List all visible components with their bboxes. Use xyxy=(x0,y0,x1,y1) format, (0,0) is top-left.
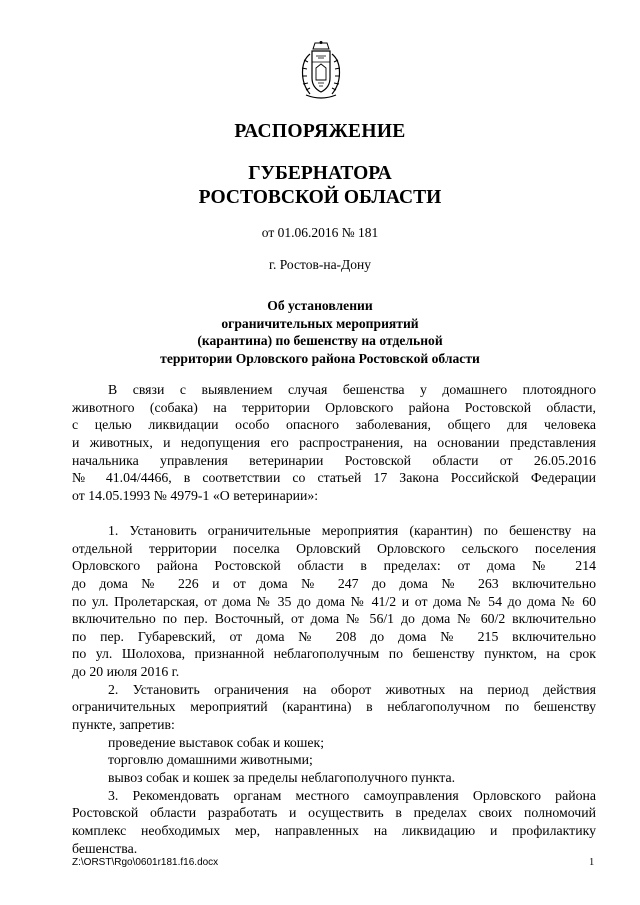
prohibition-item: вывоз собак и кошек за пределы неблагополучного пункта. xyxy=(108,769,456,785)
prohibition-item: проведение выставок собак и кошек; xyxy=(108,734,325,750)
item-1-line: до 20 июля 2016 г. xyxy=(72,664,180,680)
subject-line: ограничительных мероприятий xyxy=(221,315,419,331)
document-place: г. Ростов-на-Дону xyxy=(268,257,371,272)
text-line: В связи с выявлением случая бешенства у домашнего плотоядного xyxy=(108,382,596,397)
author-line: РОСТОВСКОЙ ОБЛАСТИ xyxy=(198,187,442,208)
item-1-line: отдельной территории поселка Орловский Орловского сельского поселения xyxy=(72,540,596,556)
document-date-number: от 01.06.2016 № 181 xyxy=(261,225,379,240)
item-2-line: пункте, запретив: xyxy=(72,717,175,733)
item-1-line: включительно по пер. Восточный, от дома № 56/1 до дома № 60/2 включительно xyxy=(72,611,596,627)
item-3-line: 3. Рекомендовать органам местного самоуправления Орловского района xyxy=(108,787,596,803)
text-line: с целью ликвидации особо опасного заболевания, общего для человека xyxy=(72,417,596,433)
item-3-line: Ростовской области разработать и осуществить в пределах своих полномочий xyxy=(72,805,596,821)
item-1-line: по ул. Шолохова, признанной неблагополучным по бешенству пунктом, на срок xyxy=(72,646,596,662)
text-line: от 14.05.1993 № 4979-1 «О ветеринарии»: xyxy=(72,487,319,503)
text-line: и животных, и недопущения его распространения, на основании представления xyxy=(72,434,596,450)
document-type-title: РАСПОРЯЖЕНИЕ xyxy=(234,121,406,142)
subject-line: (карантина) по бешенству на отдельной xyxy=(197,333,443,348)
item-2-line: 2. Установить ограничения на оборот животных на период действия xyxy=(108,681,596,697)
prohibition-item: торговлю домашними животными; xyxy=(108,752,313,768)
item-1-line: 1. Установить ограничительные мероприятия (карантин) по бешенству на xyxy=(108,523,596,538)
item-1-line: Орловского района Ростовской области в пределах: от дома № 214 xyxy=(72,558,596,574)
author-line: ГУБЕРНАТОРА xyxy=(248,163,392,184)
rostov-oblast-coat-of-arms-icon xyxy=(298,40,344,102)
page-number: 1 xyxy=(589,857,595,868)
document-subject xyxy=(0,297,640,367)
item-3-line: комплекс необходимых мер, направленных на ликвидацию и профилактику xyxy=(72,822,596,838)
item-1-line: по пер. Губаревский, от дома № 208 до дома № 215 включительно xyxy=(72,628,596,644)
items-section xyxy=(72,522,596,857)
document-author xyxy=(0,162,640,210)
subject-line: территории Орловского района Ростовской области xyxy=(160,350,480,366)
item-3-line: бешенства. xyxy=(72,840,138,856)
preamble-paragraph xyxy=(72,381,596,504)
subject-line: Об установлении xyxy=(267,298,373,313)
text-line: начальника управления ветеринарии Ростовской области от 26.05.2016 xyxy=(72,452,596,468)
text-line: животного (собака) на территории Орловского района Ростовской области, xyxy=(72,399,596,415)
item-1-line: по ул. Пролетарская, от дома № 35 до дома № 41/2 и от дома № 54 до дома № 60 xyxy=(72,593,596,609)
item-1-line: до дома № 226 и от дома № 247 до дома № 263 включительно xyxy=(72,575,596,591)
item-2-line: ограничительных мероприятий (карантина) в неблагополучном по бешенству xyxy=(72,699,596,715)
footer-file-path: Z:\ORST\Rgo\0601r181.f16.docx xyxy=(72,857,219,868)
text-line: № 41.04/4466, в соответствии со статьей 17 Закона Российской Федерации xyxy=(72,470,596,486)
